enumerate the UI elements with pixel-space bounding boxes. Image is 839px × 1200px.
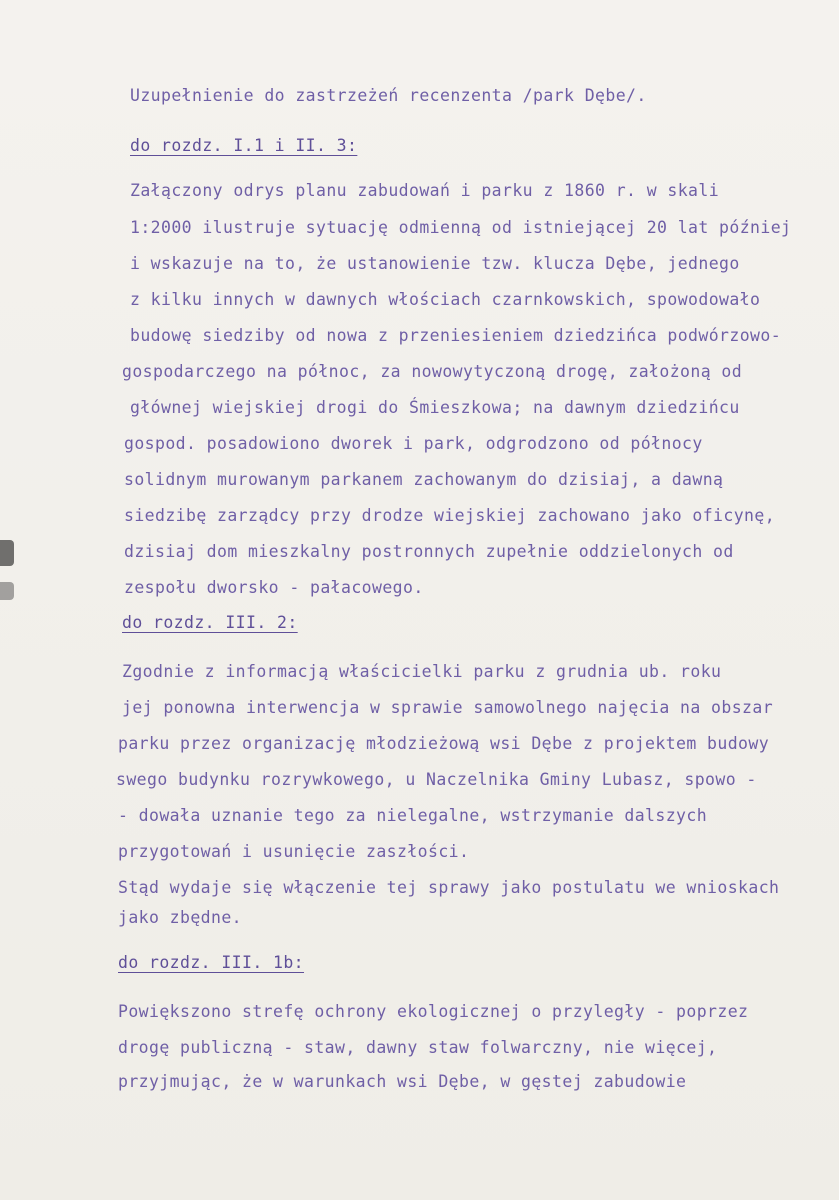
text-line: parku przez organizację młodzieżową wsi Dębe z projektem budowy [118, 734, 770, 753]
binding-mark [0, 540, 14, 566]
text-line: Zgodnie z informacją właścicielki parku z grudnia ub. roku [122, 662, 722, 681]
section-heading: do rozdz. I.1 i II. 3: [130, 136, 358, 155]
text-line: jako zbędne. [118, 908, 243, 927]
text-line: budowę siedziby od nowa z przeniesieniem dziedzińca podwórzowo- [130, 326, 782, 345]
text-line: dzisiaj dom mieszkalny postronnych zupełnie oddzielonych od [124, 542, 734, 561]
text-line: z kilku innych w dawnych włościach czarnkowskich, spowodowało [130, 290, 761, 309]
text-line: siedzibę zarządcy przy drodze wiejskiej zachowano jako oficynę, [124, 506, 776, 525]
text-line: swego budynku rozrywkowego, u Naczelnika Gminy Lubasz, spowo - [116, 770, 757, 789]
binding-mark [0, 582, 14, 600]
text-line: solidnym murowanym parkanem zachowanym do dzisiaj, a dawną [124, 470, 724, 489]
text-line: Stąd wydaje się włączenie tej sprawy jako postulatu we wnioskach [118, 878, 780, 897]
text-line: 1:2000 ilustruje sytuację odmienną od istniejącej 20 lat później [130, 218, 792, 237]
text-line: zespołu dworsko - pałacowego. [124, 578, 424, 597]
text-line: gospodarczego na północ, za nowowytyczoną drogę, założoną od [122, 362, 743, 381]
document-title: Uzupełnienie do zastrzeżeń recenzenta /park Dębe/. [130, 86, 647, 105]
section-heading: do rozdz. III. 1b: [118, 953, 305, 972]
section-heading: do rozdz. III. 2: [122, 613, 298, 632]
text-line: jej ponowna interwencja w sprawie samowolnego najęcia na obszar [122, 698, 774, 717]
text-line: drogę publiczną - staw, dawny staw folwarczny, nie więcej, [118, 1038, 718, 1057]
text-line: Powiększono strefę ochrony ekologicznej o przyległy - poprzez [118, 1002, 749, 1021]
text-line: głównej wiejskiej drogi do Śmieszkowa; na dawnym dziedzińcu [130, 398, 740, 417]
text-line: i wskazuje na to, że ustanowienie tzw. klucza Dębe, jednego [130, 254, 740, 273]
text-line: - dowała uznanie tego za nielegalne, wstrzymanie dalszych [118, 806, 708, 825]
text-line: przygotowań i usunięcie zaszłości. [118, 842, 470, 861]
text-line: gospod. posadowiono dworek i park, odgrodzono od północy [124, 434, 703, 453]
text-line: przyjmując, że w warunkach wsi Dębe, w gęstej zabudowie [118, 1072, 687, 1091]
text-line: Załączony odrys planu zabudowań i parku z 1860 r. w skali [130, 181, 720, 200]
